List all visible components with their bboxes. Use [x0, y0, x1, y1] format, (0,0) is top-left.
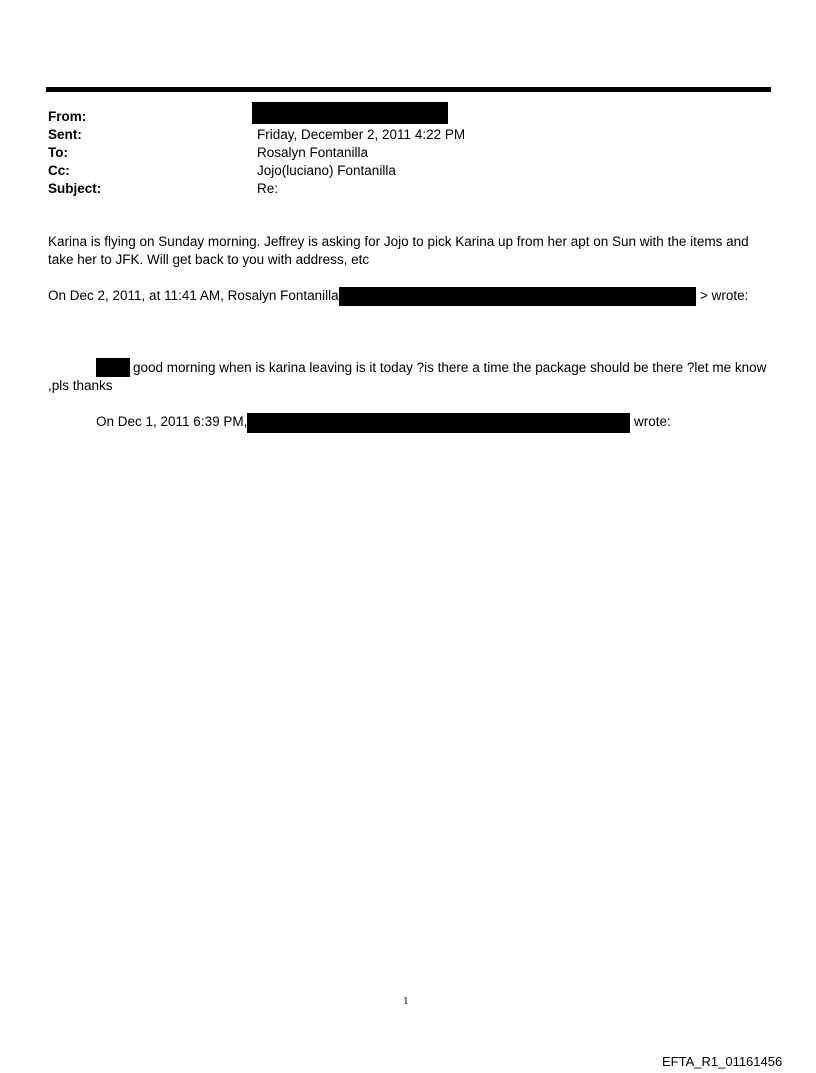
message-line-2: take her to JFK. Will get back to you with address, etc [48, 252, 370, 267]
cc-label: Cc: [48, 163, 70, 178]
to-label: To: [48, 145, 68, 160]
quote2-sender-redaction [247, 413, 630, 433]
cc-value: Jojo(luciano) Fontanilla [257, 163, 396, 178]
quote1-email-redaction [339, 287, 696, 306]
quote1-wrote: > wrote: [700, 288, 749, 303]
from-redaction [252, 102, 448, 124]
sent-value: Friday, December 2, 2011 4:22 PM [257, 127, 466, 142]
quote2-intro: On Dec 1, 2011 6:39 PM, [96, 414, 248, 429]
subject-value: Re: [257, 181, 279, 196]
quote2-wrote: wrote: [634, 414, 671, 429]
header-divider [46, 87, 771, 92]
quote1-greeting-redaction [96, 358, 130, 377]
message-line-1: Karina is flying on Sunday morning. Jeffrey is asking for Jojo to pick Karina up from her apt on Sun with the items and [48, 234, 749, 249]
page-number: 1 [403, 995, 409, 1007]
document-id: EFTA_R1_01161456 [662, 1054, 783, 1069]
quote1-line-2: ,pls thanks [48, 378, 113, 393]
to-value: Rosalyn Fontanilla [257, 145, 369, 160]
quote1-line-1: good morning when is karina leaving is it today ?is there a time the package should be there ?let me know [133, 360, 767, 375]
quote1-intro: On Dec 2, 2011, at 11:41 AM, Rosalyn Fontanilla [48, 288, 339, 303]
from-label: From: [48, 109, 87, 124]
sent-label: Sent: [48, 127, 82, 142]
subject-label: Subject: [48, 181, 102, 196]
